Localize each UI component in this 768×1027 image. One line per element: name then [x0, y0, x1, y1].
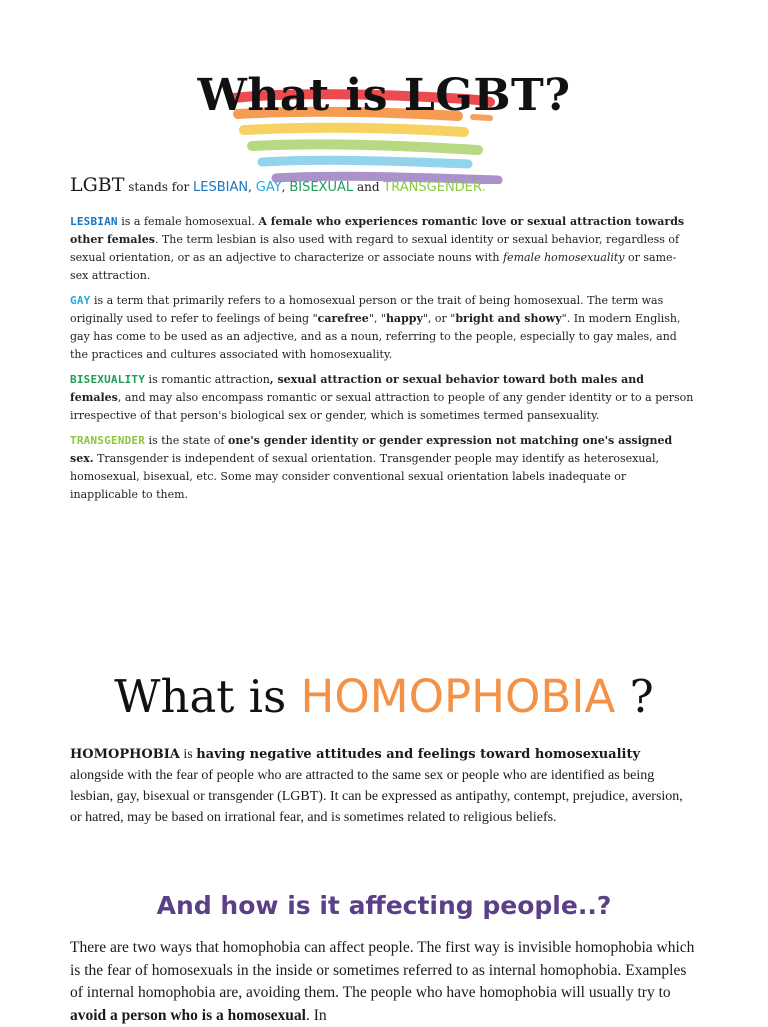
text: . The term lesbian is also used with regard to sexual identity or sexual behavior, regardless of sexual orientation, or as an adjective to characterize or associate nouns with [70, 233, 680, 264]
text: ". In modern English, gay has come to be used as an adjective, and as a noun, referring to the people, especially to gay males, and the practices and cultures associated with homosexuality. [70, 312, 681, 361]
text: ", or " [422, 312, 456, 325]
homophobia-word: HOMOPHOBIA [300, 670, 616, 723]
gay-label: GAY [255, 180, 282, 195]
affect-heading: And how is it affecting people..? [156, 891, 612, 920]
bold-text: carefree [317, 312, 369, 325]
bold-text: bright and showy [455, 312, 562, 325]
lesbian-definition [70, 213, 694, 285]
text: or same-sex attraction. [70, 251, 677, 282]
bisexuality-term: BISEXUALITY [70, 373, 146, 386]
and-text: and [356, 180, 380, 194]
comma: , [248, 180, 252, 194]
text: is a female homosexual. [117, 215, 259, 228]
lesbian-label: LESBIAN [193, 180, 249, 195]
text: , and may also encompass romantic or sexual attraction to people of any gender identity or to a person irrespective of that person's biological sex or gender, which is sometimes termed pansexuality. [70, 391, 694, 422]
lesbian-term: LESBIAN [70, 215, 118, 228]
period: . [481, 180, 486, 194]
transgender-label: TRANSGENDER [383, 180, 482, 195]
bold-text: HOMOPHOBIA [70, 747, 180, 762]
bold-text: A female who experiences romantic love or sexual attraction towards other females [70, 215, 685, 246]
homophobia-paragraph [70, 744, 696, 828]
text: There are two ways that homophobia can affect people. The first way is invisible homophobia which is the fear of homosexuals in the inside or sometimes referred to as internal homophobia. Examples of internal homophobia are, avoiding them. The people who have homophobia will usually try to [70, 939, 695, 1001]
lgbt-word: LGBT [70, 174, 125, 196]
comma: , [281, 180, 286, 194]
bisexual-label: BISEXUAL [289, 180, 354, 195]
affect-paragraph [70, 937, 698, 1027]
bold-text: having negative attitudes and feelings toward homosexuality [196, 747, 641, 762]
gay-term: GAY [70, 294, 91, 307]
title-block [0, 70, 768, 180]
bisexuality-definition [70, 371, 694, 425]
intro-line [70, 174, 486, 196]
text: is a term that primarily refers to a homosexual person or the trait of being homosexual. The term was originally used to refer to feelings of being " [70, 294, 664, 325]
stands-for-text: stands for [128, 180, 190, 194]
bold-text: , sexual attraction or sexual behavior toward both males and females [70, 373, 644, 404]
page-title: What is LGBT? [197, 70, 571, 121]
bold-text: avoid a person who is a homosexual [70, 1006, 306, 1024]
gay-definition [70, 292, 694, 364]
homophobia-heading [0, 670, 768, 723]
bold-text: happy [385, 312, 423, 325]
heading-text: ? [615, 670, 654, 723]
text: ", " [368, 312, 386, 325]
text: is [179, 747, 197, 762]
transgender-definition [70, 432, 694, 504]
heading-text: What is [114, 670, 301, 723]
definitions-section [70, 213, 694, 511]
bold-text: one's gender identity or gender expression not matching one's assigned sex. [70, 434, 673, 465]
text: alongside with the fear of people who are attracted to the same sex or people who are identified as being lesbian, gay, bisexual or transgender (LGBT). It can be expressed as antipathy, contempt, prejudice, aversion, or hatred, may be based on irrational fear, and is sometimes related to religious beliefs. [70, 768, 683, 825]
text: Transgender is independent of sexual orientation. Transgender people may identify as heterosexual, homosexual, bisexual, etc. Some may consider conventional sexual orientation labels inadequate or inapplicable to them. [70, 452, 659, 501]
transgender-term: TRANSGENDER [70, 434, 146, 447]
text: is romantic attraction [145, 373, 270, 386]
text: . In [305, 1006, 327, 1024]
text: is the state of [145, 434, 228, 447]
italic-text: female homosexuality [502, 251, 625, 264]
